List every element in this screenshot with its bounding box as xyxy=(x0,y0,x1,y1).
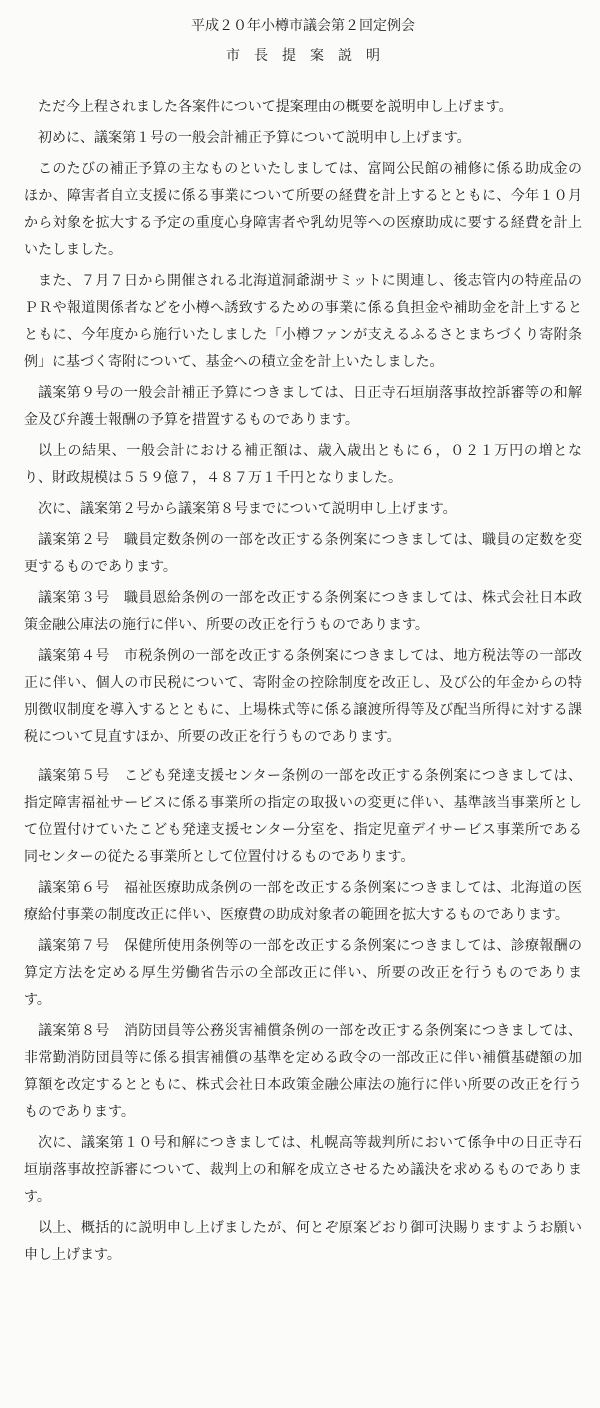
paragraph-bill-4: 議案第４号 市税条例の一部を改正する条例案につきましては、地方税法等の一部改正に伴い、個人の市民税について、寄附金の控除制度を改正し、及び公的年金からの特別徴収制度を導入するとともに、上場株式等に係る譲渡所得等及び配当所得に対する課税について見直すほか、所要の改正を行うものであります。 xyxy=(24,648,582,745)
paragraph-bill-1-intro: 初めに、議案第１号の一般会計補正予算について説明申し上げます。 xyxy=(38,130,471,146)
document-subtitle: 市長提案説明 xyxy=(226,48,394,64)
paragraph-budget-result: 以上の結果、一般会計における補正額は、歳入歳出ともに６，０２１万円の増となり、財政規模は５５９億７，４８７万１千円となりました。 xyxy=(24,443,582,486)
paragraph-intro: ただ今上程されました各案件について提案理由の概要を説明申し上げます。 xyxy=(38,99,513,115)
paragraph-bill-10: 次に、議案第１０号和解につきましては、札幌高等裁判所において係争中の日正寺石垣崩落事故控訴審について、裁判上の和解を成立させるため議決を求めるものであります。 xyxy=(24,1135,582,1205)
paragraph-summit: また、７月７日から開催される北海道洞爺湖サミットに関連し、後志管内の特産品のＰＲや報道関係者などを小樽へ誘致するための事業に係る負担金や補助金を計上するとともに、今年度から施行いたしました「小樽ファンが支えるふるさとまちづくり寄附条例」に基づく寄附について、基金への積立金を計上いたしました。 xyxy=(24,273,582,370)
paragraph-bill-7: 議案第７号 保健所使用条例等の一部を改正する条例案につきましては、診療報酬の算定方法を定める厚生労働省告示の全部改正に伴い、所要の改正を行うものであります。 xyxy=(24,938,582,1008)
document-body xyxy=(24,94,582,1269)
paragraph-bill-6: 議案第６号 福祉医療助成条例の一部を改正する条例案につきましては、北海道の医療給付事業の制度改正に伴い、医療費の助成対象者の範囲を拡大するものであります。 xyxy=(24,880,582,923)
paragraph-bill-2: 議案第２号 職員定数条例の一部を改正する条例案につきましては、職員の定数を変更するものであります。 xyxy=(24,532,582,575)
document-header xyxy=(24,16,582,66)
paragraph-bill-9: 議案第９号の一般会計補正予算につきましては、日正寺石垣崩落事故控訴審等の和解金及び弁護士報酬の予算を措置するものであります。 xyxy=(24,385,582,428)
paragraph-bill-3: 議案第３号 職員恩給条例の一部を改正する条例案につきましては、株式会社日本政策金融公庫法の施行に伴い、所要の改正を行うものであります。 xyxy=(24,590,582,633)
paragraph-budget-main: このたびの補正予算の主なものといたしましては、富岡公民館の補修に係る助成金のほか、障害者自立支援に係る事業について所要の経費を計上するとともに、今年１０月から対象を拡大する予定の重度心身障害者や乳幼児等への医療助成に要する経費を計上いたしました。 xyxy=(24,161,582,258)
paragraph-bill-5: 議案第５号 こども発達支援センター条例の一部を改正する条例案につきましては、指定障害福祉サービスに係る事業所の指定の取扱いの変更に伴い、基準該当事業所として位置付けていたこども発達支援センター分室を、指定児童デイサービス事業所である同センターの従たる事業所として位置付けるものであります。 xyxy=(24,768,582,865)
paragraph-bill-8: 議案第８号 消防団員等公務災害補償条例の一部を改正する条例案につきましては、非常勤消防団員等に係る損害補償の基準を定める政令の一部改正に伴い補償基礎額の加算額を改定するとともに、株式会社日本政策金融公庫法の施行に伴い所要の改正を行うものであります。 xyxy=(24,1023,582,1120)
paragraph-bills-2-8-intro: 次に、議案第２号から議案第８号までについて説明申し上げます。 xyxy=(38,501,457,517)
paragraph-closing: 以上、概括的に説明申し上げましたが、何とぞ原案どおり御可決賜りますようお願い申し上げます。 xyxy=(24,1220,582,1263)
document-title: 平成２０年小樽市議会第２回定例会 xyxy=(191,18,415,34)
